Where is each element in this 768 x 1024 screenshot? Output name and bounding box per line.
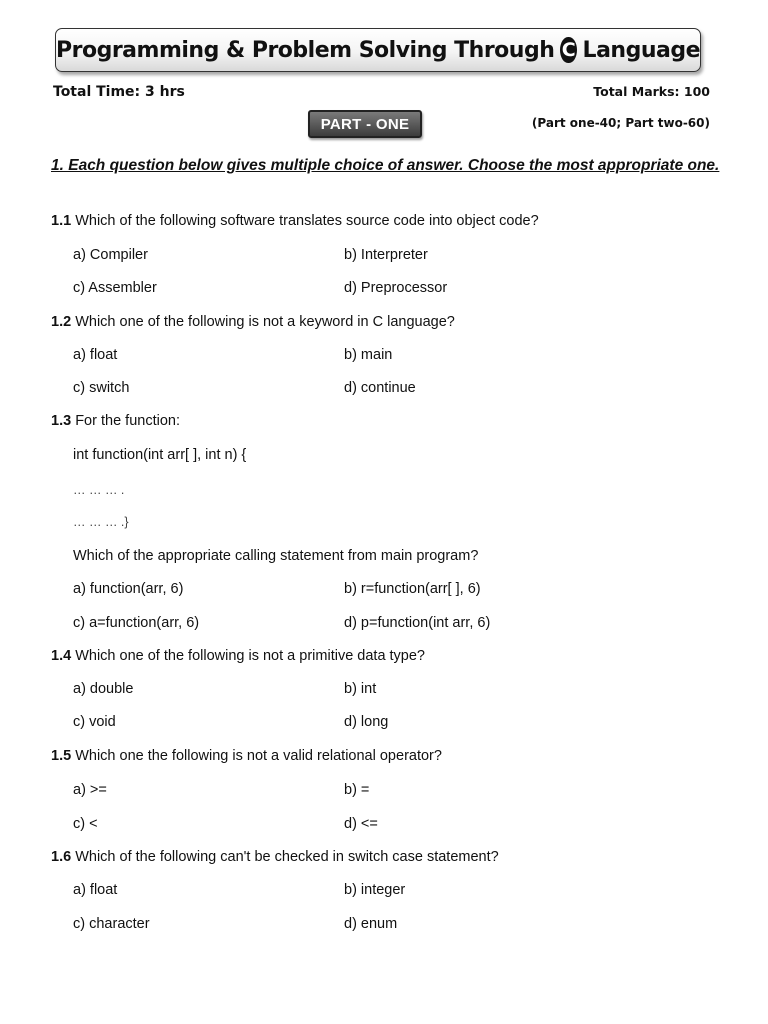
- question-number: 1.3: [51, 413, 72, 429]
- option-c: c) <: [73, 816, 98, 832]
- marks-split: (Part one-40; Part two-60): [531, 116, 710, 130]
- option-c: c) switch: [73, 380, 130, 396]
- option-d: d) continue: [344, 380, 416, 396]
- question-text: Which one the following is not a valid relational operator?: [75, 748, 442, 764]
- question-stem: [51, 748, 442, 764]
- option-a: a) float: [73, 347, 118, 363]
- option-b: b) main: [344, 347, 393, 363]
- question-number: 1.5: [51, 748, 72, 764]
- option-c: c) void: [73, 714, 116, 730]
- question-stem: [51, 213, 539, 229]
- question-number: 1.6: [51, 849, 72, 865]
- code-line: int function(int arr[ ], int n) {: [73, 447, 247, 463]
- option-b: b) =: [344, 782, 370, 798]
- total-marks: Total Marks: 100: [593, 84, 710, 99]
- option-a: a) double: [73, 681, 134, 697]
- option-d: d) p=function(int arr, 6): [344, 615, 491, 631]
- question-stem: [51, 648, 425, 664]
- question-text: Which of the following software translates source code into object code?: [75, 213, 539, 229]
- option-b: b) int: [344, 681, 377, 697]
- option-c: c) a=function(arr, 6): [73, 615, 200, 631]
- question-text: Which of the following can't be checked in switch case statement?: [75, 849, 499, 865]
- c-logo-icon: C: [561, 39, 576, 61]
- option-a: a) function(arr, 6): [73, 581, 184, 597]
- question-stem: [51, 314, 455, 330]
- option-d: d) enum: [344, 916, 398, 932]
- question-stem: [51, 849, 499, 865]
- option-b: b) r=function(arr[ ], 6): [344, 581, 481, 597]
- question-prompt: Which of the appropriate calling statement from main program?: [73, 548, 479, 564]
- option-d: d) Preprocessor: [344, 280, 448, 296]
- question-text: Which one of the following is not a keyword in C language?: [75, 314, 455, 330]
- question-number: 1.4: [51, 648, 72, 664]
- option-a: a) >=: [73, 782, 107, 798]
- option-d: d) long: [344, 714, 389, 730]
- question-stem: [51, 413, 180, 429]
- part-badge: PART - ONE: [308, 110, 422, 138]
- option-c: c) Assembler: [73, 280, 157, 296]
- option-b: b) integer: [344, 882, 406, 898]
- document-title: [55, 28, 701, 72]
- option-b: b) Interpreter: [344, 247, 428, 263]
- code-line: … … … .: [73, 483, 125, 497]
- question-number: 1.2: [51, 314, 72, 330]
- option-a: a) float: [73, 882, 118, 898]
- total-time: Total Time: 3 hrs: [53, 84, 185, 100]
- question-text: Which one of the following is not a primitive data type?: [75, 648, 426, 664]
- question-text: For the function:: [75, 413, 180, 429]
- code-line: … … … .}: [73, 515, 129, 529]
- option-d: d) <=: [344, 816, 378, 832]
- option-a: a) Compiler: [73, 247, 148, 263]
- question-number: 1.1: [51, 213, 72, 229]
- title-text-start: Programming & Problem Solving Through: [56, 37, 555, 63]
- title-text-end: Language: [582, 37, 700, 63]
- section-instruction: 1. Each question below gives multiple choice of answer. Choose the most appropriate one.: [51, 157, 720, 174]
- option-c: c) character: [73, 916, 150, 932]
